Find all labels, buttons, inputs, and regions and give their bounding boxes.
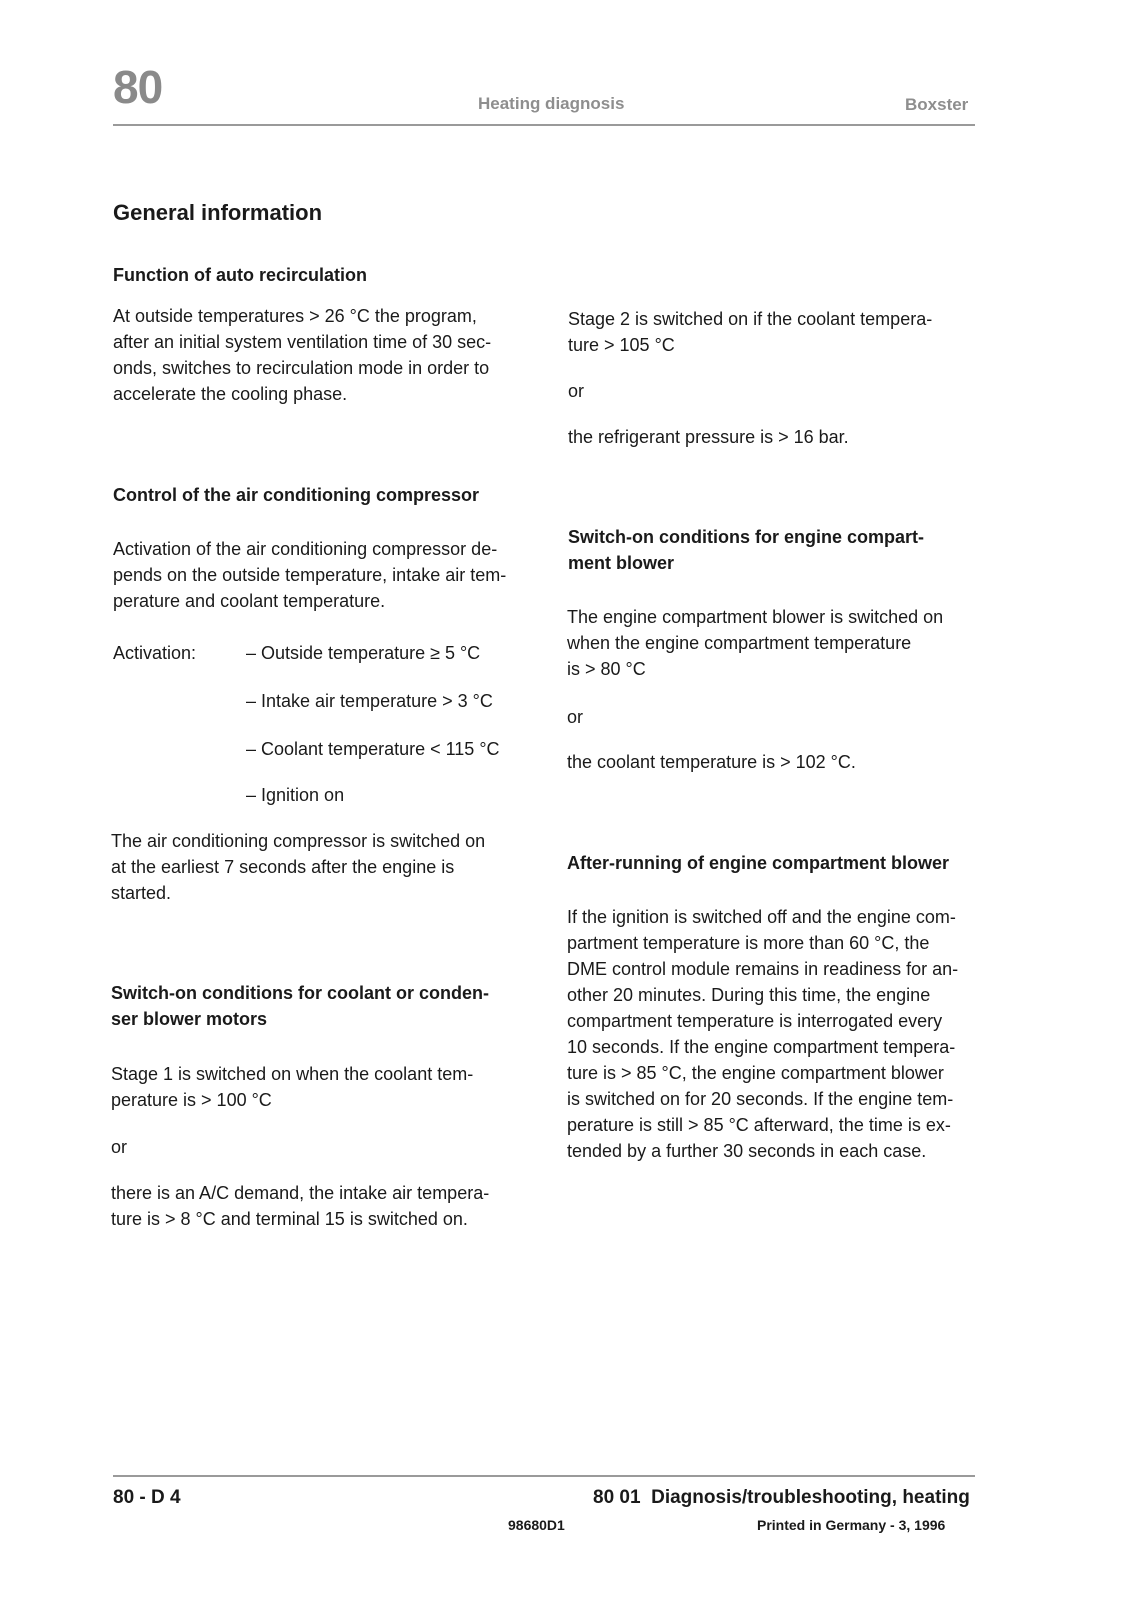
text-line: DME control module remains in readiness for an- <box>567 959 959 979</box>
text-line: tended by a further 30 seconds in each case. <box>567 1141 927 1161</box>
activation-label: Activation: <box>113 643 197 663</box>
text-line: pends on the outside temperature, intake air tem- <box>113 565 507 585</box>
text-line: Activation of the air conditioning compressor de- <box>113 539 498 559</box>
text-line: Stage 1 is switched on when the coolant tem- <box>111 1064 474 1084</box>
text-line: perature and coolant temperature. <box>113 591 386 611</box>
paragraph-after-running <box>567 904 972 1164</box>
paragraph-auto-recirculation <box>113 303 518 407</box>
text-line: partment temperature is more than 60 °C, the <box>567 933 930 953</box>
footer-page-number: 80 - D 4 <box>113 1487 181 1508</box>
activation-item-coolant-temp: – Coolant temperature < 115 °C <box>246 739 500 759</box>
heading-line: ser blower motors <box>111 1009 268 1029</box>
paragraph-coolant-temp-102: the coolant temperature is > 102 °C. <box>567 752 856 772</box>
text-line: 10 seconds. If the engine compartment tempera- <box>567 1037 956 1057</box>
text-line: is switched on for 20 seconds. If the engine tem- <box>567 1089 954 1109</box>
or-text: or <box>568 381 585 401</box>
text-line: ture > 105 °C <box>568 335 675 355</box>
text-line: after an initial system ventilation time of 30 sec- <box>113 332 492 352</box>
page-title: General information <box>113 200 323 225</box>
chapter-number: 80 <box>113 61 163 113</box>
header-brand: Boxster <box>905 95 969 114</box>
text-line: onds, switches to recirculation mode in order to <box>113 358 490 378</box>
text-line: perature is > 100 °C <box>111 1090 272 1110</box>
paragraph-stage2 <box>568 306 973 358</box>
section-heading-engine-compartment-blower <box>568 524 973 576</box>
text-line: ture is > 85 °C, the engine compartment blower <box>567 1063 944 1083</box>
footer-document-code: 98680D1 <box>508 1517 565 1533</box>
section-heading-coolant-condenser-blower <box>111 980 516 1032</box>
text-line: The engine compartment blower is switched on <box>567 607 944 627</box>
section-heading-auto-recirculation: Function of auto recirculation <box>113 265 368 285</box>
text-line: is > 80 °C <box>567 659 646 679</box>
text-line: At outside temperatures > 26 °C the program, <box>113 306 477 326</box>
footer-divider <box>113 1475 975 1477</box>
paragraph-refrigerant-pressure: the refrigerant pressure is > 16 bar. <box>568 427 849 447</box>
text-line: other 20 minutes. During this time, the engine <box>567 985 931 1005</box>
section-heading-after-running: After-running of engine compartment blower <box>567 853 950 873</box>
section-heading-ac-compressor: Control of the air conditioning compressor <box>113 485 480 505</box>
heading-line: Switch-on conditions for engine compart- <box>568 527 925 547</box>
paragraph-compressor-delay <box>111 828 516 906</box>
paragraph-stage1 <box>111 1061 516 1113</box>
header-divider <box>113 124 975 126</box>
text-line: started. <box>111 883 172 903</box>
footer-print-info: Printed in Germany - 3, 1996 <box>757 1517 946 1533</box>
heading-line: ment blower <box>568 553 675 573</box>
paragraph-engine-compartment-blower <box>567 604 972 682</box>
paragraph-ac-demand <box>111 1180 516 1232</box>
text-line: ture is > 8 °C and terminal 15 is switched on. <box>111 1209 468 1229</box>
text-line: If the ignition is switched off and the engine com- <box>567 907 956 927</box>
or-text: or <box>567 707 584 727</box>
header-title: Heating diagnosis <box>478 94 625 113</box>
activation-item-outside-temp: – Outside temperature ≥ 5 °C <box>246 643 481 663</box>
text-line: there is an A/C demand, the intake air tempera- <box>111 1183 490 1203</box>
activation-item-intake-temp: – Intake air temperature > 3 °C <box>246 691 493 711</box>
activation-item-ignition: – Ignition on <box>246 785 345 805</box>
text-line: when the engine compartment temperature <box>567 633 912 653</box>
text-line: The air conditioning compressor is switched on <box>111 831 486 851</box>
paragraph-ac-compressor <box>113 536 518 614</box>
text-line: at the earliest 7 seconds after the engine is <box>111 857 455 877</box>
text-line: Stage 2 is switched on if the coolant tempera- <box>568 309 933 329</box>
text-line: perature is still > 85 °C afterward, the time is ex- <box>567 1115 951 1135</box>
heading-line: Switch-on conditions for coolant or conden- <box>111 983 489 1003</box>
text-line: accelerate the cooling phase. <box>113 384 348 404</box>
or-text: or <box>111 1137 128 1157</box>
footer-section-title: 80 01 Diagnosis/troubleshooting, heating <box>593 1487 970 1508</box>
text-line: compartment temperature is interrogated every <box>567 1011 943 1031</box>
